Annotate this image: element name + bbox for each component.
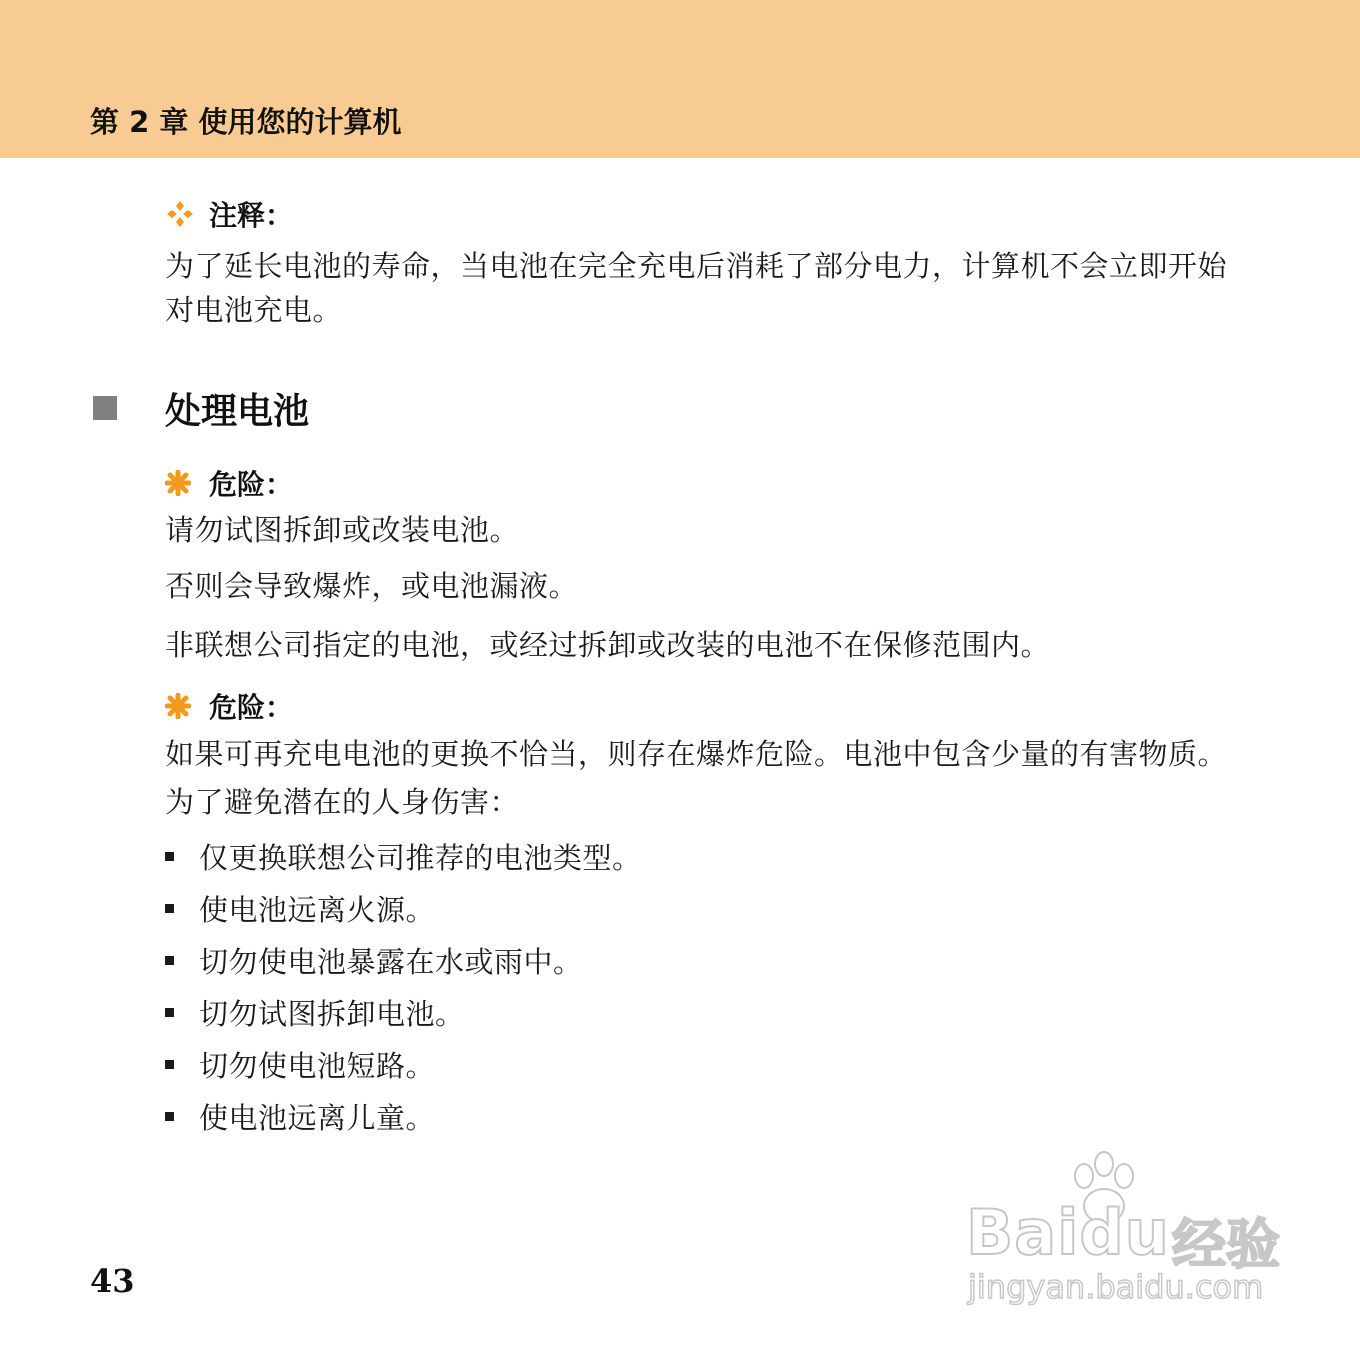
note-text: 为了延长电池的寿命，当电池在完全充电后消耗了部分电力，计算机不会立即开始对电池充电。 bbox=[165, 249, 1228, 327]
page-number: 43 bbox=[90, 1262, 135, 1300]
list-item bbox=[165, 836, 642, 876]
list-item-text: 切勿使电池短路。 bbox=[199, 1048, 436, 1083]
danger-heading-1 bbox=[165, 463, 293, 503]
note-heading bbox=[165, 194, 293, 234]
danger-heading-2 bbox=[165, 686, 293, 726]
list-item bbox=[165, 992, 465, 1032]
square-icon bbox=[93, 396, 117, 420]
list-item bbox=[165, 888, 435, 928]
asterisk-icon bbox=[165, 693, 191, 719]
danger-line: 请勿试图拆卸或改装电池。 bbox=[165, 513, 520, 547]
list-item-text: 切勿试图拆卸电池。 bbox=[199, 996, 465, 1031]
baidu-watermark bbox=[962, 1150, 1282, 1310]
list-item-text: 使电池远离火源。 bbox=[199, 892, 436, 927]
bullet-icon bbox=[165, 1112, 174, 1121]
asterisk-icon bbox=[165, 470, 191, 496]
note-heading-label: 注释： bbox=[209, 199, 294, 232]
danger-line: 否则会导致爆炸，或电池漏液。 bbox=[165, 569, 579, 603]
list-item bbox=[165, 940, 583, 980]
bullet-icon bbox=[165, 1060, 174, 1069]
watermark-brand: Baidu bbox=[966, 1196, 1170, 1269]
bullet-icon bbox=[165, 956, 174, 965]
list-item bbox=[165, 1096, 435, 1136]
list-item-text: 切勿使电池暴露在水或雨中。 bbox=[199, 944, 583, 979]
danger-heading-label: 危险： bbox=[209, 468, 294, 501]
watermark-url: jingyan.baidu.com bbox=[968, 1268, 1264, 1306]
chapter-header-band bbox=[0, 0, 1360, 158]
list-item-text: 使电池远离儿童。 bbox=[199, 1100, 436, 1135]
section-title: 处理电池 bbox=[165, 390, 310, 432]
danger-line: 非联想公司指定的电池，或经过拆卸或改装的电池不在保修范围内。 bbox=[165, 628, 1051, 662]
danger-text: 如果可再充电电池的更换不恰当，则存在爆炸危险。电池中包含少量的有害物质。为了避免潜在的人身伤害： bbox=[165, 737, 1228, 819]
bullet-icon bbox=[165, 852, 174, 861]
list-item-text: 仅更换联想公司推荐的电池类型。 bbox=[199, 840, 642, 875]
danger-heading-label: 危险： bbox=[209, 691, 294, 724]
diamond-icon bbox=[165, 199, 195, 229]
watermark-jingyan: 经验 bbox=[1172, 1213, 1280, 1276]
list-item bbox=[165, 1044, 435, 1084]
chapter-title: 第 2 章 使用您的计算机 bbox=[90, 105, 402, 139]
section-heading bbox=[93, 380, 309, 436]
bullet-icon bbox=[165, 1008, 174, 1017]
bullet-icon bbox=[165, 904, 174, 913]
